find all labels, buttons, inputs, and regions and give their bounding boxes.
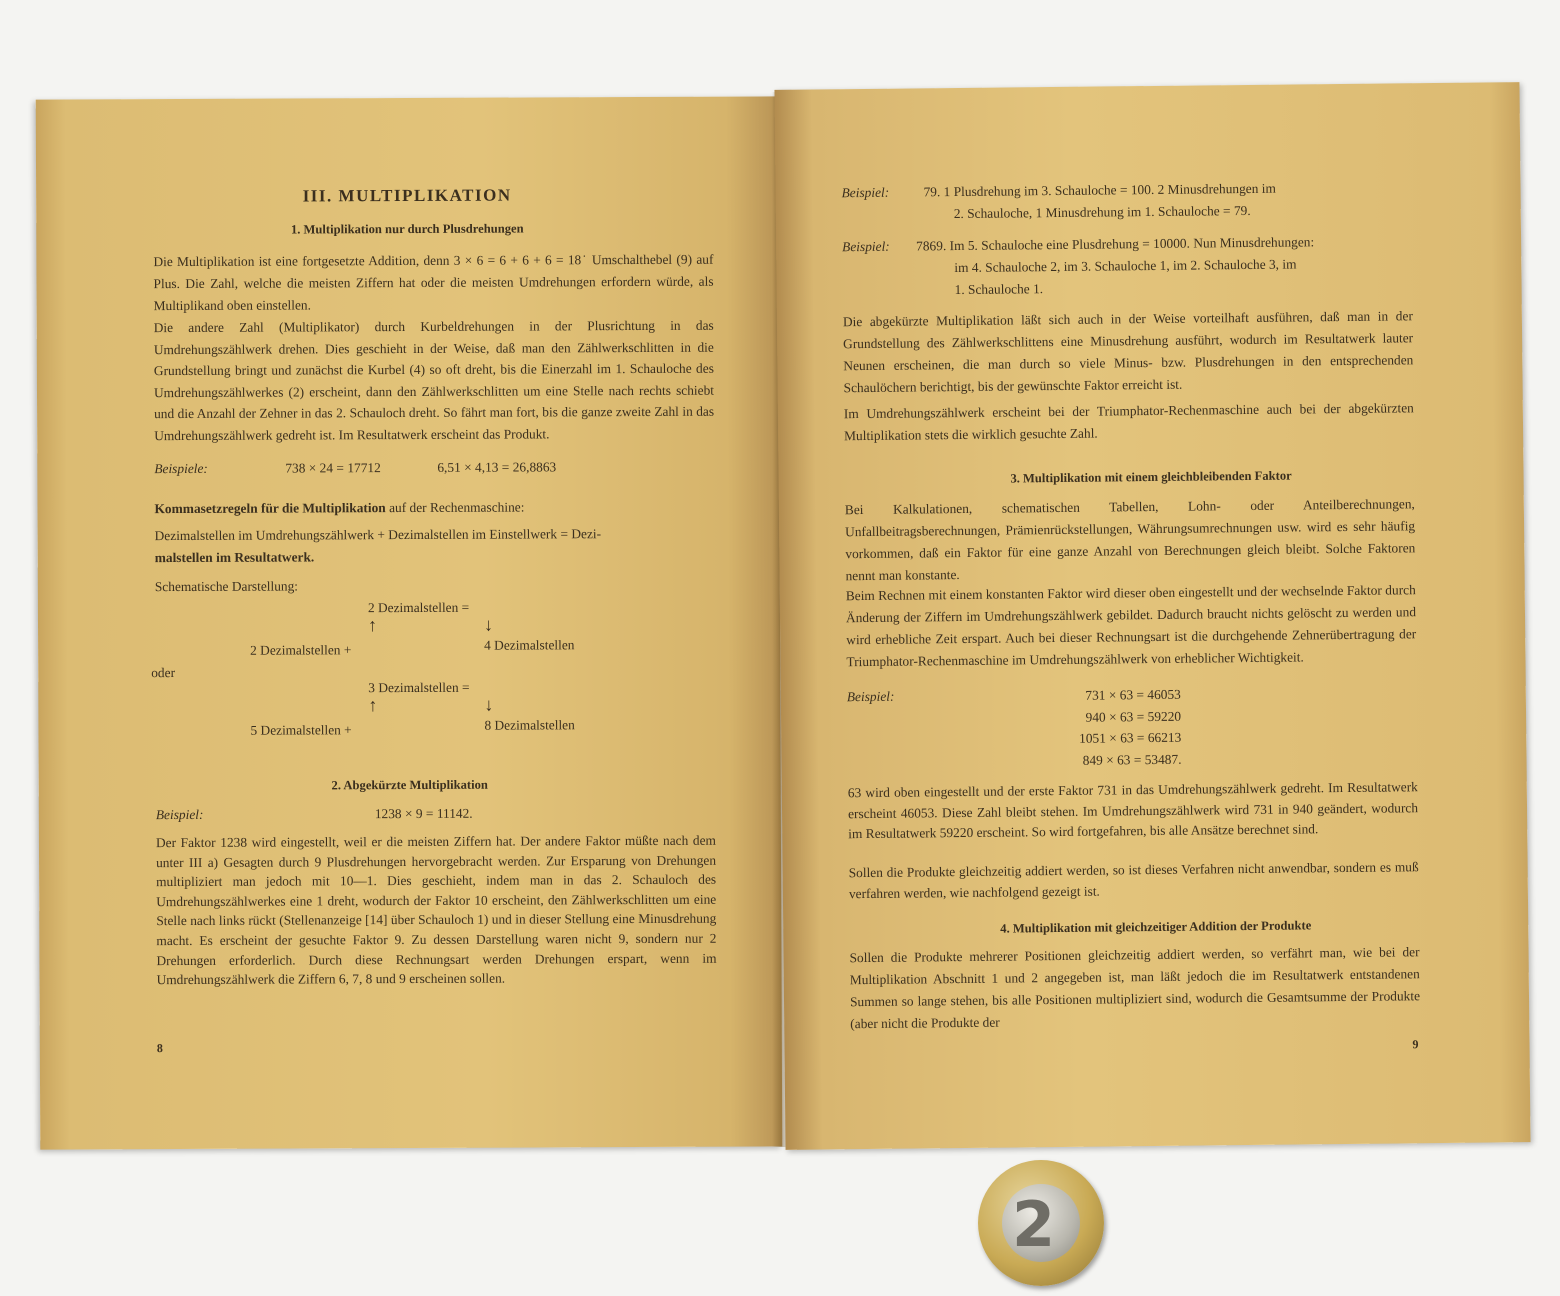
oder-label: oder	[151, 665, 176, 681]
coin-center	[1002, 1184, 1080, 1262]
left-page	[36, 96, 783, 1149]
example-738x24: 738 × 24 = 17712	[285, 460, 381, 476]
schema1-top: 2 Dezimalstellen =	[367, 599, 470, 616]
schema2-left: 5 Dezimalstellen +	[250, 722, 352, 738]
komma-rule	[155, 523, 715, 569]
section4-heading: 4. Multiplikation mit gleichzeitiger Addition der Produkte	[1000, 918, 1312, 936]
beispiel-79-line2: 2. Schauloche, 1 Minusdrehung im 1. Schauloche = 79.	[953, 202, 1251, 222]
schema1-left: 2 Dezimalstellen +	[250, 642, 352, 658]
schema2-arrow-up: ↑	[368, 695, 378, 716]
paragraph-gleichzeitige-addition: Sollen die Produkte mehrerer Positionen gleichzeitig addiert werden, so verfährt man, wie bei der Multiplikation Abschnitt 1 und 2 angegeben ist, man läßt jedoch die im Resultatwerk entstandenen Summen so lange stehen, bis alle Positionen multipliziert sind, wodurch die Gesamtsumme der Produkte (aber nicht die Produkte der	[849, 944, 1421, 1032]
example-1238x9: 1238 × 9 = 11142.	[374, 805, 473, 822]
paragraph-triumphator: Im Umdrehungszählwerk erscheint bei der Triumphator-Rechenmaschine auch bei der abgekürzten Multiplikation stets die wirklich gesuchte Zahl.	[843, 400, 1414, 444]
konstant-example-row: 849 × 63 = 53487.	[1082, 751, 1182, 768]
section1-paragraph2: Die andere Zahl (Multiplikator) durch Kurbeldrehungen in der Plusrichtung in das Umdrehungszählwerk drehen. Dies geschieht in der Weise, daß man den Zählwerkschlitten in die Grundstellung bringt und zunächst die Kurbel (4) so oft dreht, bis die Einerzahl im 1. Schauloche des Umdrehungszählwerkes (2) erscheint, dann den Zählwerkschlitten um eine Stelle nach rechts schiebt und die Anzahl der Zehner in das 2. Schauloch dreht. So fährt man fort, bis die ganze zweite Zahl in das Umdrehungszählwerk gedreht ist. Im Resultatwerk erscheint das Produkt.	[153, 317, 715, 443]
schema2-arrow-down: ↓	[484, 694, 494, 715]
coin-numeral: 2	[1012, 1188, 1056, 1261]
section1-heading: 1. Multiplikation nur durch Plusdrehungen	[290, 221, 524, 237]
example-651x413: 6,51 × 4,13 = 26,8863	[437, 459, 557, 475]
beispiel-79-line1: 79. 1 Plusdrehung im 3. Schauloche = 100. 2 Minusdrehungen im	[923, 180, 1276, 200]
two-euro-coin	[978, 1160, 1104, 1286]
schema2-top: 3 Dezimalstellen =	[368, 679, 470, 696]
beispiel-7869-label: Beispiel:	[842, 238, 890, 255]
beispiel-79-label: Beispiel:	[841, 184, 890, 201]
kommasetzregeln-bold: Kommasetzregeln für die Multiplikation	[154, 500, 386, 517]
page-number-right: 9	[1412, 1037, 1419, 1052]
konstant-examples	[1031, 684, 1182, 772]
beispiel-konstant-label: Beispiel:	[846, 688, 895, 705]
schema1-arrow-up: ↑	[367, 615, 378, 636]
beispiele-label: Beispiele:	[154, 460, 208, 477]
schema1-arrow-down: ↓	[483, 614, 494, 635]
paragraph-abgekuerzt: Die abgekürzte Multiplikation läßt sich auch in der Weise vorteilhaft ausführen, daß man in der Grundstellung des Zählwerkschlittens eine Minusdrehung ausführt, wodurch im Resultatwerk lauter Neunen erscheinen, die man durch so viele Minus- bzw. Plusdrehungen in den entsprechenden Schaulöchern berichtigt, bis der gewünschte Faktor erreicht ist.	[842, 308, 1414, 396]
beispiel-7869-line2: im 4. Schauloche 2, im 3. Schauloche 1, im 2. Schauloche 3, im	[954, 256, 1297, 276]
beispiel2-label: Beispiel:	[155, 806, 204, 823]
page-number-left: 8	[156, 1041, 163, 1056]
section3-heading: 3. Multiplikation mit einem gleichbleibenden Faktor	[1010, 468, 1292, 486]
section2-heading: 2. Abgekürzte Multiplikation	[331, 777, 488, 793]
right-page	[774, 82, 1530, 1150]
kommasetzregeln-rest: auf der Rechenmaschine:	[385, 499, 525, 516]
paragraph-63-eingestellt: 63 wird oben eingestellt und der erste Faktor 731 in das Umdrehungszählwerk gedreht. Im Resultatwerk erscheint 46053. Diese Zahl bleibt stehen. Im Umdrehungszählwerk wird 731 in 940 geändert, wodurch im Resultatwerk 59220 erscheint. So wird fortgefahren, bis alle Ansätze berechnet sind.	[847, 779, 1419, 842]
schema-label: Schematische Darstellung:	[154, 578, 299, 595]
section2-paragraph: Der Faktor 1238 wird eingestellt, weil er die meisten Ziffern hat. Der andere Faktor müßte nach dem unter III a) Gesagten durch 9 Plusdrehungen hervorgebracht werden. Zur Ersparung von Drehungen multipliziert man jedoch mit 10—1. Dies geschieht, indem man in das 2. Schauloch des Umdrehungszählwerkes eine 1 dreht, wodurch der Faktor 10 erscheint, den Zählwerkschlitten um eine Stelle nach links rückt (Stellenanzeige [14] über Schauloch 1) und in dieser Stellung eine Minusdrehung macht. Es erscheint der gesuchte Faktor 9. Zu dessen Darstellung waren nicht 9, sondern nur 2 Drehungen erforderlich. Durch diese Rechnungsart werden Drehungen erspart, wenn im Umdrehungszählwerk die Ziffern 6, 7, 8 und 9 erscheinen sollen.	[155, 832, 717, 988]
schema1-right: 4 Dezimalstellen	[484, 637, 575, 653]
paragraph-konstanter-faktor: Beim Rechnen mit einem konstanten Faktor wird dieser oben eingestellt und der wechselnde Faktor durch Änderung der Ziffern im Umdrehungszählwerk gebildet. Dadurch braucht nichts gelöscht zu werden und wird erhebliche Zeit erspart. Auch bei dieser Rechnungsart ist die durchgehende Zehnerübertragung der Triumphator-Rechenmaschine im Umdrehungszählwerk von erheblicher Wichtigkeit.	[845, 582, 1417, 670]
beispiel-7869-line1: 7869. Im 5. Schauloche eine Plusdrehung = 10000. Nun Minusdrehungen:	[916, 234, 1315, 254]
paragraph-kalkulationen: Bei Kalkulationen, schematischen Tabellen, Lohn- oder Anteilberechnungen, Unfallbeitragsberechnungen, Prämienrückstellungen, Währungsumrechnungen usw. wird es sehr häufig vorkommen, daß ein Faktor für eine ganze Anzahl von Berechnungen gleich bleibt. Solche Faktoren nennt man konstante.	[844, 496, 1416, 584]
beispiel-7869-line3: 1. Schauloche 1.	[954, 281, 1044, 298]
kommasetzregeln-heading	[154, 499, 524, 517]
section1-paragraph1: Die Multiplikation ist eine fortgesetzte Addition, denn 3 × 6 = 6 + 6 + 6 = 18˙ Umschalthebel (9) auf Plus. Die Zahl, welche die meisten Ziffern hat oder die meisten Umdrehungen erfordern würde, als Multiplikand oben einstellen.	[153, 251, 714, 314]
konstant-example-row: 731 × 63 = 46053	[1085, 686, 1181, 703]
chapter-title: III. MULTIPLIKATION	[302, 185, 512, 206]
konstant-example-row: 1051 × 63 = 66213	[1079, 729, 1182, 746]
konstant-example-row: 940 × 63 = 59220	[1085, 708, 1182, 725]
komma-rule-bold: malstellen im Resultatwerk.	[154, 549, 315, 566]
schema2-right: 8 Dezimalstellen	[484, 717, 575, 733]
paragraph-produkte-addiert: Sollen die Produkte gleichzeitig addiert werden, so ist dieses Verfahren nicht anwendbar, sondern es muß verfahren werden, wie nachfolgend gezeigt ist.	[848, 859, 1419, 901]
komma-rule-text: Dezimalstellen im Umdrehungszählwerk + Dezimalstellen im Einstellwerk = Dezi-	[154, 526, 602, 544]
